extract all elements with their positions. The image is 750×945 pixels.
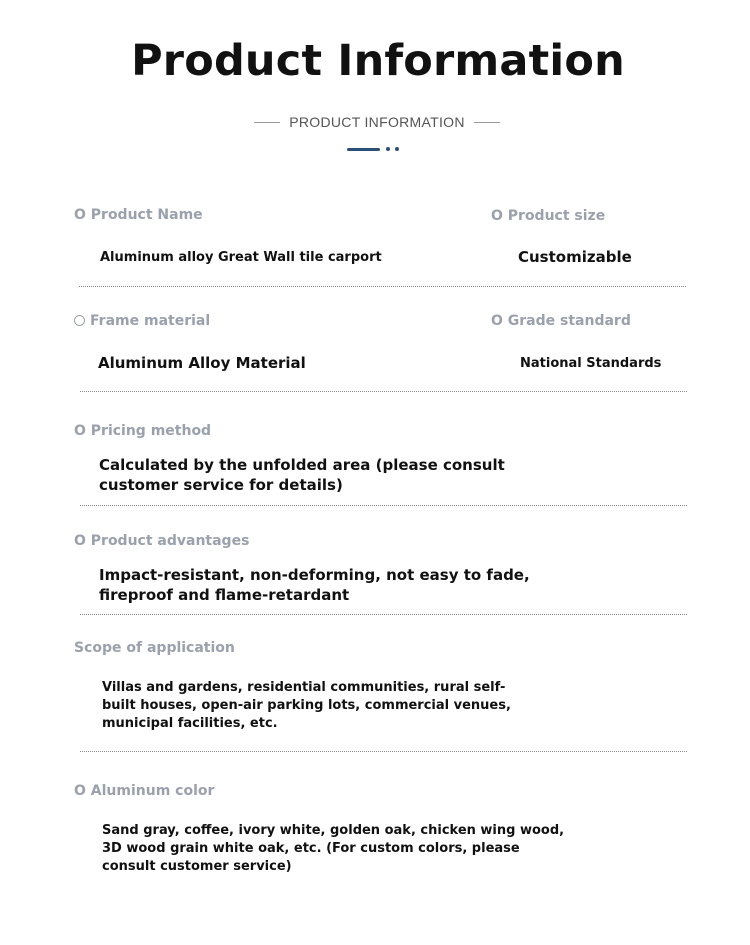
subtitle-right-rule <box>474 122 500 123</box>
accent-dot <box>395 147 399 151</box>
pricing-method-value <box>99 455 505 495</box>
circle-icon <box>74 315 85 326</box>
product-size-label: O Product size <box>491 208 606 224</box>
accent-decoration <box>347 147 399 151</box>
scope-of-application-label: Scope of application <box>74 640 235 656</box>
subtitle-left-rule <box>254 122 280 123</box>
page-subtitle: PRODUCT INFORMATION <box>289 114 465 130</box>
scope-of-application-value <box>102 679 511 733</box>
accent-bar <box>347 148 380 151</box>
aluminum-color-line: 3D wood grain white oak, etc. (For custom colors, please <box>102 841 520 856</box>
product-advantages-line: fireproof and flame-retardant <box>99 586 350 604</box>
aluminum-color-line: consult customer service) <box>102 859 292 874</box>
scope-of-application-line: built houses, open-air parking lots, commercial venues, <box>102 698 511 713</box>
grade-standard-value: National Standards <box>520 356 662 371</box>
product-advantages-line: Impact-resistant, non-deforming, not easy to fade, <box>99 566 530 584</box>
divider <box>80 751 687 752</box>
pricing-method-label: O Pricing method <box>74 423 212 439</box>
page-title: Product Information <box>131 36 625 86</box>
aluminum-color-label: O Aluminum color <box>74 783 215 799</box>
frame-material-label-text: Frame material <box>90 313 211 329</box>
product-advantages-value <box>99 565 530 605</box>
pricing-method-line: customer service for details) <box>99 476 343 494</box>
divider <box>80 614 687 615</box>
aluminum-color-value <box>102 822 564 876</box>
scope-of-application-line: municipal facilities, etc. <box>102 716 278 731</box>
product-name-value: Aluminum alloy Great Wall tile carport <box>100 250 382 265</box>
frame-material-label <box>74 313 210 329</box>
product-name-label: O Product Name <box>74 207 203 223</box>
subtitle-row <box>0 114 750 130</box>
divider <box>79 286 686 287</box>
aluminum-color-line: Sand gray, coffee, ivory white, golden oak, chicken wing wood, <box>102 823 565 838</box>
divider <box>80 505 687 506</box>
product-size-value: Customizable <box>518 248 632 266</box>
divider <box>80 391 687 392</box>
frame-material-value: Aluminum Alloy Material <box>98 354 306 372</box>
grade-standard-label: O Grade standard <box>491 313 631 329</box>
scope-of-application-line: Villas and gardens, residential communities, rural self- <box>102 680 506 695</box>
pricing-method-line: Calculated by the unfolded area (please consult <box>99 456 505 474</box>
accent-dot <box>386 147 390 151</box>
product-advantages-label: O Product advantages <box>74 533 250 549</box>
